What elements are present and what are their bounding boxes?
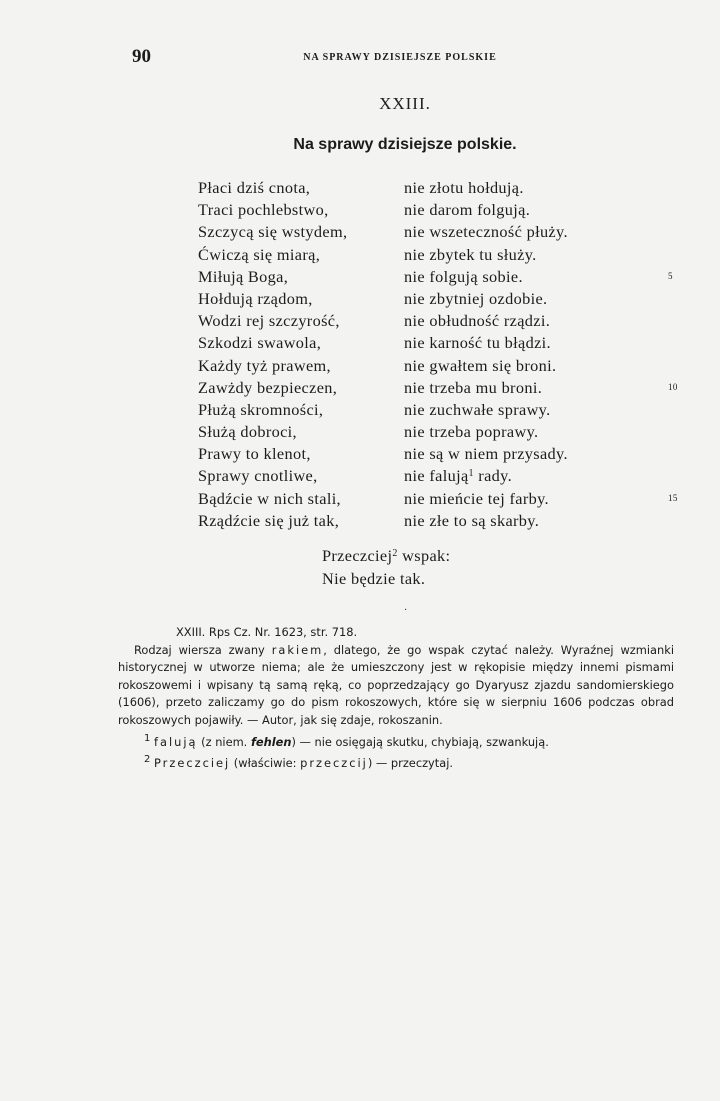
verse-first-half: Sprawy cnotliwe,: [198, 466, 318, 486]
verse-second-half: nie trzeba poprawy.: [404, 422, 539, 442]
verse-second-half: nie gwałtem się broni.: [404, 355, 557, 375]
footnote-2: 2 Przeczciej (właściwie: przeczcij) — przeczytaj.: [144, 754, 454, 771]
verse-line: [0, 400, 720, 422]
footnote-1: 1 falują (z niem. fehlen) — nie osięgają skutku, chybiają, szwankują.: [144, 732, 549, 749]
verse-first-half: Płużą skromności,: [198, 399, 324, 419]
verse-first-half: Hołdują rządom,: [198, 288, 313, 308]
footnote-ref: 2: [392, 548, 398, 559]
verse-line: [0, 511, 720, 533]
verse-first-half: Szkodzi swawola,: [198, 333, 322, 353]
verse-line: [0, 200, 720, 222]
footnote-ref: 1: [468, 468, 474, 480]
verse-first-half: Rządźcie się już tak,: [198, 510, 340, 530]
page-header: [0, 46, 720, 70]
poem-ending-line: Nie będzie tak.: [322, 569, 426, 588]
verse-second-half: nie są w niem przysady.: [404, 444, 568, 464]
verse-first-half: Prawy to klenot,: [198, 444, 311, 464]
verse-line: [0, 444, 720, 466]
verse-second-half: nie zuchwałe sprawy.: [404, 399, 551, 419]
verse-second-half: nie złotu hołdują.: [404, 178, 524, 197]
verse-line: [0, 311, 720, 333]
verse-line: [0, 333, 720, 355]
note-source: XXIII. Rps Cz. Nr. 1623, str. 718.: [176, 625, 358, 639]
verse-line: [0, 289, 720, 311]
verse-first-half: Ćwiczą się miarą,: [198, 244, 321, 264]
verse-second-half: nie złe to są skarby.: [404, 510, 540, 530]
section-divider: ·: [404, 605, 408, 616]
line-number: 5: [668, 270, 673, 281]
page-number: 90: [132, 46, 151, 67]
verse-second-half: nie mieńcie tej farby.: [404, 488, 549, 508]
poem-verses: [0, 178, 720, 533]
poem-title: Na sprawy dzisiejsze polskie.: [293, 136, 517, 153]
verse-line: [0, 245, 720, 267]
line-number: 10: [668, 381, 678, 392]
verse-first-half: Wodzi rej szczyrość,: [198, 311, 340, 331]
verse-line: [0, 267, 720, 289]
verse-first-half: Bądźcie w nich stali,: [198, 488, 341, 508]
verse-line: [0, 466, 720, 488]
verse-line: [0, 178, 720, 200]
verse-second-half: nie zbytniej ozdobie.: [404, 288, 548, 308]
verse-second-half: nie obłudność rządzi.: [404, 311, 551, 331]
verse-first-half: Płaci dziś cnota,: [198, 178, 311, 197]
verse-second-half: nie darom folgują.: [404, 200, 531, 220]
verse-second-half: nie karność tu błądzi.: [404, 333, 551, 353]
verse-line: [0, 489, 720, 511]
poem-ending-line: Przeczciej$^2$ wspak:: [322, 546, 451, 565]
verse-second-half: nie falują$^1$ rady.: [404, 466, 513, 486]
running-head: NA SPRAWY DZISIEJSZE POLSKIE: [303, 52, 497, 63]
verse-line: [0, 222, 720, 244]
verse-second-half: nie wszeteczność płuży.: [404, 222, 568, 242]
verse-first-half: Zawżdy bezpieczen,: [198, 377, 338, 397]
verse-first-half: Szczycą się wstydem,: [198, 222, 348, 242]
line-number: 15: [668, 492, 678, 503]
poem-number: XXIII.: [379, 94, 431, 113]
editorial-notes: [118, 624, 675, 773]
verse-first-half: Służą dobroci,: [198, 422, 297, 442]
verse-first-half: Każdy tyż prawem,: [198, 355, 331, 375]
verse-second-half: nie zbytek tu służy.: [404, 244, 537, 264]
verse-line: [0, 378, 720, 400]
note-body: Rodzaj wiersza zwany rakiem, dlatego, że go wspak czytać należy. Wyraźnej wzmianki historycznej w utworze niema; ale że umieszczony jest w rękopisie między innemi pismami rokoszowemi i wpisany tą samą ręką, co poprzedzający go Dyaryusz zjazdu sandomierskiego (1606), przeto zaliczamy go do pism rokoszowych, które się w sierpniu 1606 podczas obrad rokoszowych pojawiły. — Autor, jak się zdaje, rokoszanin. 1 falują (z niem. fehlen) — nie osięgają skutku, chybiają, szwankują. 2 Przeczciej (właściwie: przeczcij) — przeczytaj.: [118, 642, 674, 773]
verse-line: [0, 422, 720, 444]
verse-first-half: Traci pochlebstwo,: [198, 200, 329, 220]
verse-second-half: nie folgują sobie.: [404, 266, 523, 286]
verse-second-half: nie trzeba mu broni.: [404, 377, 543, 397]
verse-first-half: Miłują Boga,: [198, 266, 289, 286]
verse-line: [0, 356, 720, 378]
